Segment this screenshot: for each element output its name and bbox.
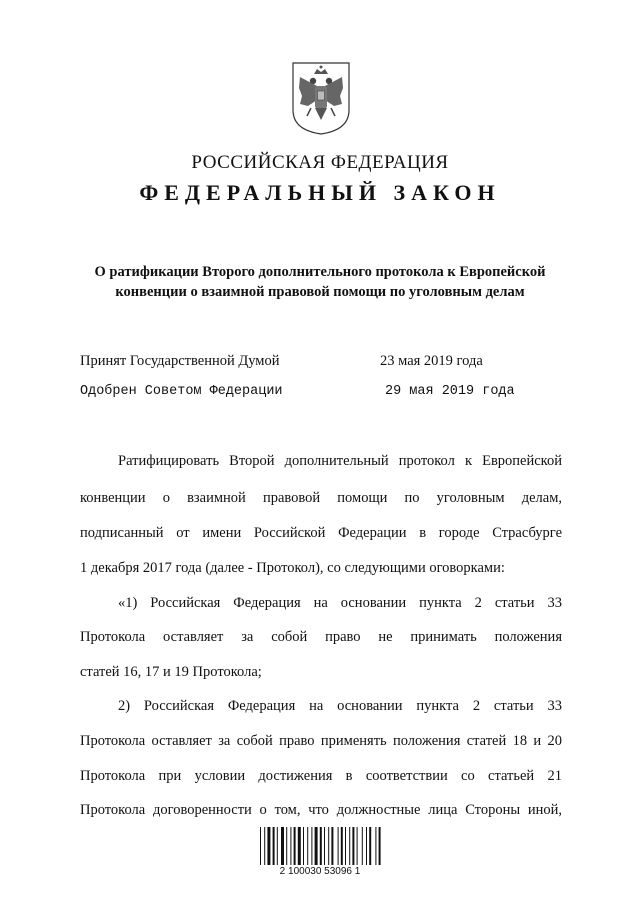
body-line: Протокола оставляет за собой право применять положения статей 18 и 20 bbox=[80, 733, 562, 749]
duma-adoption-date: 23 мая 2019 года bbox=[380, 353, 483, 369]
law-title-line: конвенции о взаимной правовой помощи по уголовным делам bbox=[115, 284, 525, 300]
country-name: РОССИЙСКАЯ ФЕДЕРАЦИЯ bbox=[191, 152, 449, 173]
barcode-number: 2 100030 53096 1 bbox=[279, 866, 361, 877]
law-title-line: О ратификации Второго дополнительного протокола к Европейской bbox=[94, 264, 546, 280]
law-title bbox=[70, 262, 570, 302]
body-line: Протокола при условии достижения в соответствии со статьей 21 bbox=[80, 768, 562, 784]
council-approval-label: Одобрен Советом Федерации bbox=[80, 384, 283, 399]
body-line: Протокола договоренности о том, что должностные лица Стороны иной, bbox=[80, 802, 562, 818]
body-line: 1 декабря 2017 года (далее - Протокол), со следующими оговорками: bbox=[80, 560, 505, 576]
body-line: 2) Российская Федерация на основании пункта 2 статьи 33 bbox=[118, 698, 562, 714]
body-line: Ратифицировать Второй дополнительный протокол к Европейской bbox=[118, 453, 562, 469]
duma-adoption-label: Принят Государственной Думой bbox=[80, 353, 280, 369]
council-approval-date: 29 мая 2019 года bbox=[385, 384, 515, 399]
body-line: подписанный от имени Российской Федерации в городе Страсбурге bbox=[80, 525, 562, 541]
body-line: «1) Российская Федерация на основании пункта 2 статьи 33 bbox=[118, 595, 562, 611]
state-emblem-icon bbox=[290, 60, 352, 136]
body-line: статей 16, 17 и 19 Протокола; bbox=[80, 664, 262, 680]
body-line: конвенции о взаимной правовой помощи по уголовным делам, bbox=[80, 490, 562, 506]
law-type-heading: ФЕДЕРАЛЬНЫЙ ЗАКОН bbox=[139, 180, 501, 205]
body-line: Протокола оставляет за собой право не принимать положения bbox=[80, 629, 562, 645]
